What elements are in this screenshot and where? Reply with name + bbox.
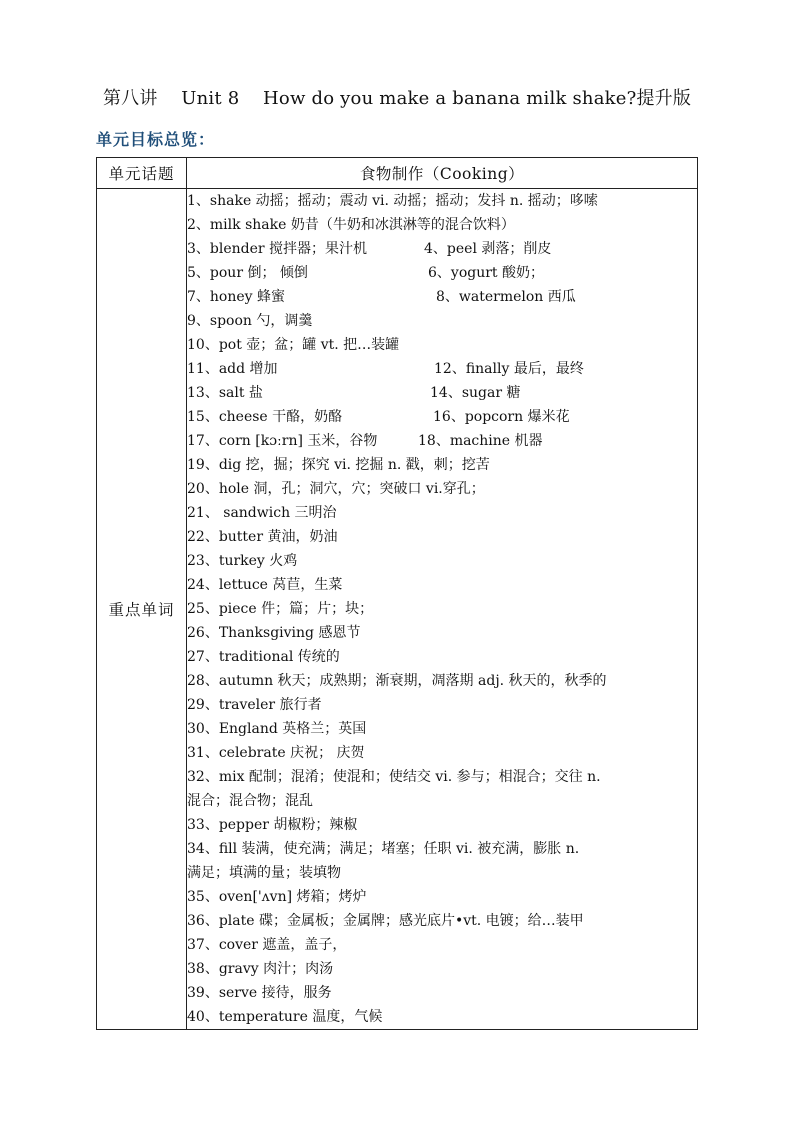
vocab-entry: 24、lettuce 莴苣，生菜 — [187, 577, 343, 593]
vocab-lines — [187, 189, 697, 1029]
vocab-line — [187, 981, 697, 1005]
vocab-line — [187, 717, 697, 741]
vocab-line — [187, 837, 697, 861]
vocab-entry: 23、turkey 火鸡 — [187, 553, 298, 569]
vocab-entry: 28、autumn 秋天；成熟期；渐衰期，凋落期 adj. 秋天的，秋季的 — [187, 673, 607, 689]
vocab-entry: 20、hole 洞，孔；洞穴，穴；突破口 vi.穿孔； — [187, 481, 485, 497]
vocab-line — [187, 621, 697, 645]
vocab-line — [187, 765, 697, 789]
vocab-entry: 混合；混合物；混乱 — [187, 793, 313, 809]
vocab-entry: 18、machine 机器 — [418, 433, 543, 449]
topic-value: 食物制作（Cooking） — [187, 158, 698, 189]
vocab-line — [187, 669, 697, 693]
vocab-line — [187, 549, 697, 573]
vocab-entry: 11、add 增加 — [187, 361, 278, 377]
topic-label: 单元话题 — [97, 158, 187, 189]
vocab-line — [187, 861, 697, 885]
vocab-line — [187, 789, 697, 813]
vocab-entry: 22、butter 黄油，奶油 — [187, 529, 338, 545]
vocab-entry: 31、celebrate 庆祝； 庆贺 — [187, 745, 365, 761]
vocab-line — [187, 909, 697, 933]
vocab-line — [187, 597, 697, 621]
vocab-entry: 2、milk shake 奶昔（牛奶和冰淇淋等的混合饮料） — [187, 217, 515, 233]
vocab-entry: 36、plate 碟；金属板；金属牌；感光底片•vt. 电镀；给…装甲 — [187, 913, 584, 929]
vocab-entry: 34、fill 装满，使充满；满足；堵塞；任职 vi. 被充满，膨胀 n. — [187, 841, 580, 857]
vocab-entry: 1、shake 动摇；摇动；震动 vi. 动摇；摇动；发抖 n. 摇动；哆嗦 — [187, 193, 598, 209]
vocab-line — [187, 309, 697, 333]
vocab-entry: 12、finally 最后，最终 — [434, 361, 584, 377]
vocab-entry: 32、mix 配制；混淆；使混和；使结交 vi. 参与；相混合；交往 n. — [187, 769, 601, 785]
vocab-entry: 27、traditional 传统的 — [187, 649, 340, 665]
vocab-line — [187, 453, 697, 477]
vocab-entry: 26、Thanksgiving 感恩节 — [187, 625, 361, 641]
topic-row — [97, 158, 698, 189]
vocab-line — [187, 189, 697, 213]
vocab-entry: 8、watermelon 西瓜 — [436, 289, 576, 305]
vocab-entry: 25、piece 件；篇；片；块； — [187, 601, 374, 617]
page-title: 第八讲 Unit 8 How do you make a banana milk shake?提升版 — [102, 88, 692, 109]
vocab-line — [187, 645, 697, 669]
vocab-entry: 4、peel 剥落；削皮 — [424, 241, 552, 257]
vocab-line — [187, 501, 697, 525]
vocab-entry: 15、cheese 干酪，奶酪 — [187, 409, 343, 425]
vocab-entry: 14、sugar 糖 — [430, 385, 521, 401]
vocab-line — [187, 741, 697, 765]
vocab-entry: 3、blender 搅拌器；果汁机 — [187, 241, 368, 257]
vocab-entry: 7、honey 蜂蜜 — [187, 289, 286, 305]
vocab-line — [187, 573, 697, 597]
vocab-line — [187, 1005, 697, 1029]
vocab-entry: 17、corn [kɔːrn] 玉米，谷物 — [187, 433, 378, 449]
vocab-entry: 38、gravy 肉汁；肉汤 — [187, 961, 334, 977]
vocab-entry: 19、dig 挖，掘；探究 vi. 挖掘 n. 戳，刺；挖苦 — [187, 457, 490, 473]
section-heading: 单元目标总览： — [96, 130, 216, 149]
vocab-line — [187, 333, 697, 357]
vocab-entry: 21、 sandwich 三明治 — [187, 505, 337, 521]
vocab-line — [187, 237, 697, 261]
vocab-line — [187, 525, 697, 549]
vocab-line — [187, 477, 697, 501]
vocab-entry: 16、popcorn 爆米花 — [433, 409, 570, 425]
unit-goals-table — [96, 157, 698, 1030]
vocab-entry: 6、yogurt 酸奶； — [428, 265, 544, 281]
vocab-line — [187, 885, 697, 909]
vocab-entry: 40、temperature 温度，气候 — [187, 1009, 383, 1025]
vocab-line — [187, 429, 697, 453]
vocab-line — [187, 285, 697, 309]
vocab-line — [187, 381, 697, 405]
vocab-label: 重点单词 — [97, 189, 187, 1030]
vocab-entry: 35、oven['ʌvn] 烤箱；烤炉 — [187, 889, 367, 905]
vocab-line — [187, 693, 697, 717]
vocab-entry: 30、England 英格兰；英国 — [187, 721, 367, 737]
vocab-entry: 9、spoon 勺，调羹 — [187, 313, 313, 329]
vocab-line — [187, 213, 697, 237]
vocab-line — [187, 261, 697, 285]
vocab-entry: 5、pour 倒； 倾倒 — [187, 265, 308, 281]
vocab-entry: 33、pepper 胡椒粉；辣椒 — [187, 817, 358, 833]
vocab-line — [187, 405, 697, 429]
vocab-line — [187, 933, 697, 957]
vocab-entry: 39、serve 接待，服务 — [187, 985, 332, 1001]
vocab-list — [187, 189, 698, 1030]
vocab-line — [187, 813, 697, 837]
vocab-entry: 37、cover 遮盖，盖子， — [187, 937, 347, 953]
vocab-entry: 10、pot 壶；盆；罐 vt. 把…装罐 — [187, 337, 400, 353]
vocab-line — [187, 357, 697, 381]
vocab-row — [97, 189, 698, 1030]
vocab-entry: 满足；填满的量；装填物 — [187, 865, 341, 881]
vocab-line — [187, 957, 697, 981]
vocab-entry: 13、salt 盐 — [187, 385, 263, 401]
vocab-entry: 29、traveler 旅行者 — [187, 697, 322, 713]
